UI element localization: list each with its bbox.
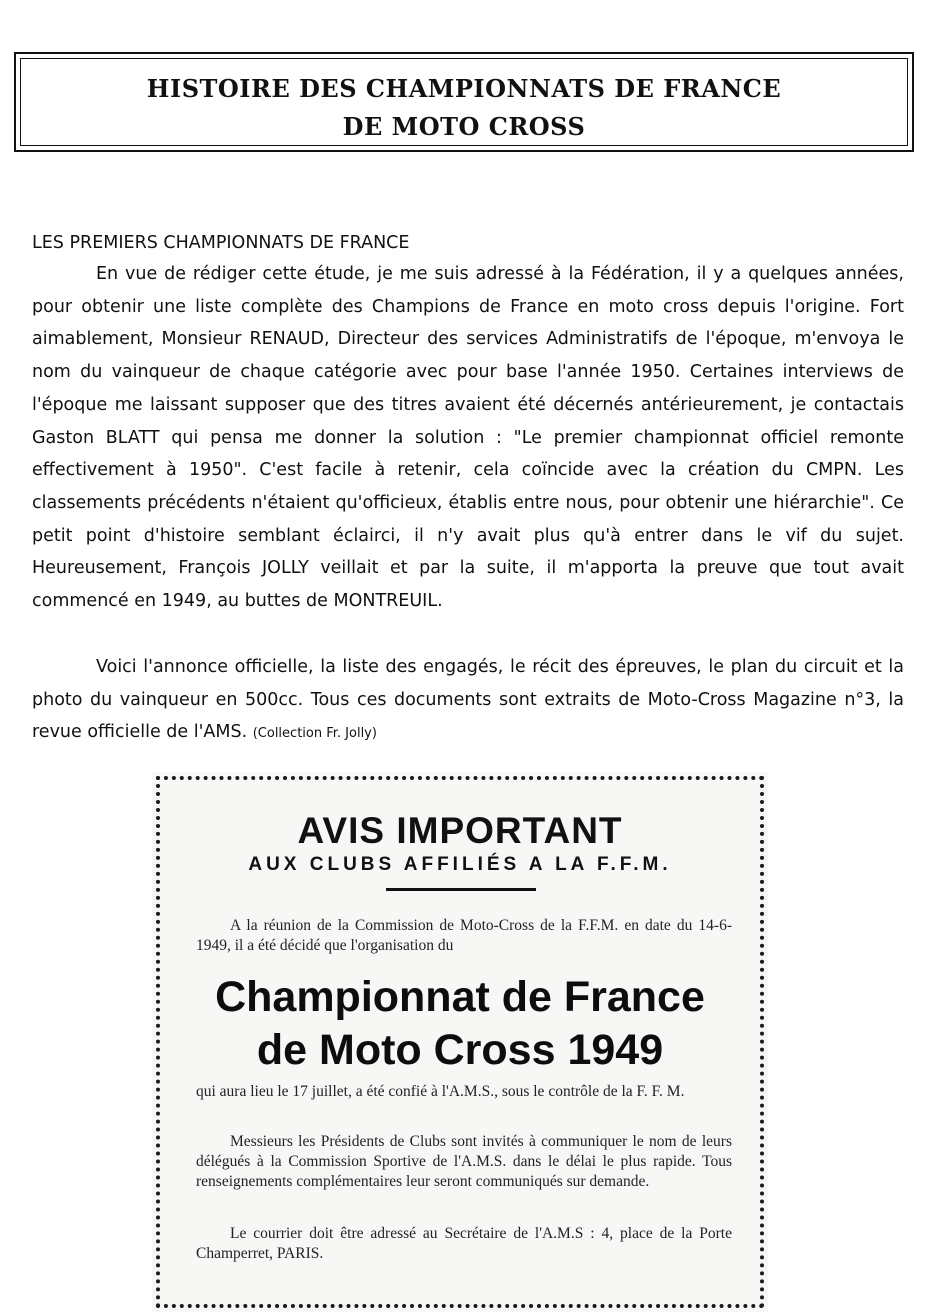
notice-intro: A la réunion de la Commission de Moto-Cross de la F.F.M. en date du 14-6-1949, il a été décidé que l'organisation du xyxy=(196,917,732,954)
notice-subheadline: AUX CLUBS AFFILIÉS A LA F.F.M. xyxy=(248,854,672,875)
collection-note: (Collection Fr. Jolly) xyxy=(252,726,377,742)
page-title-line-1: HISTOIRE DES CHAMPIONNATS DE FRANCE xyxy=(146,74,782,103)
notice-championship-line-1: Championnat de France xyxy=(215,973,705,1021)
article-paragraph-1: En vue de rédiger cette étude, je me suis adressé à la Fédération, il y a quelques années, pour obtenir une liste complète des Champions de France en moto cross depuis l'origine. Fort aimablement, Monsieur RENAUD, Directeur des services Administratifs de l'époque, m'envoya le nom du vainqueur de chaque catégorie avec pour base l'année 1950. Certaines interviews de l'époque me laissant supposer que des titres avaient été décernés antérieurement, je contactais Gaston BLATT qui pensa me donner la solution : "Le premier championnat officiel remonte effectivement à 1950". C'est facile à retenir, cela coïncide avec la création du CMPN. Les classements précédents n'étaient qu'officieux, établis entre nous, pour obtenir une hiérarchie". Ce petit point d'histoire semblant éclairci, il n'y avait plus qu'à entrer dans le vif du sujet. Heureusement, François JOLLY veillait et par la suite, il m'apporta la preuve que tout avait commencé en 1949, au buttes de MONTREUIL. xyxy=(32,264,904,612)
article-paragraph-2-text: Voici l'annonce officielle, la liste des engagés, le récit des épreuves, le plan du circuit et la photo du vainqueur en 500cc. Tous ces documents sont extraits de Moto-Cross Magazine n°3, la revue officielle de l'AMS. xyxy=(32,657,904,743)
notice-championship-line-2: de Moto Cross 1949 xyxy=(256,1026,664,1074)
article-paragraph-2 xyxy=(32,651,904,751)
notice-address-text: Le courrier doit être adressé au Secrétaire de l'A.M.S : 4, place de la Porte Champerret, PARIS. xyxy=(196,1225,732,1262)
page-title-line-2: DE MOTO CROSS xyxy=(342,112,586,141)
notice-divider xyxy=(386,888,536,891)
notice-date-text: qui aura lieu le 17 juillet, a été confié à l'A.M.S., sous le contrôle de la F. F. M. xyxy=(196,1083,685,1100)
notice-headline: AVIS IMPORTANT xyxy=(297,810,623,851)
notice-clipping xyxy=(152,772,768,1312)
title-box xyxy=(14,52,914,152)
section-heading: LES PREMIERS CHAMPIONNATS DE FRANCE xyxy=(32,233,410,253)
notice-presidents-text: Messieurs les Présidents de Clubs sont invités à communiquer le nom de leurs délégués à la Commission Sportive de l'A.M.S. dans le délai le plus rapide. Tous renseignements complémentaires leur seront communiqués sur demande. xyxy=(196,1133,732,1190)
